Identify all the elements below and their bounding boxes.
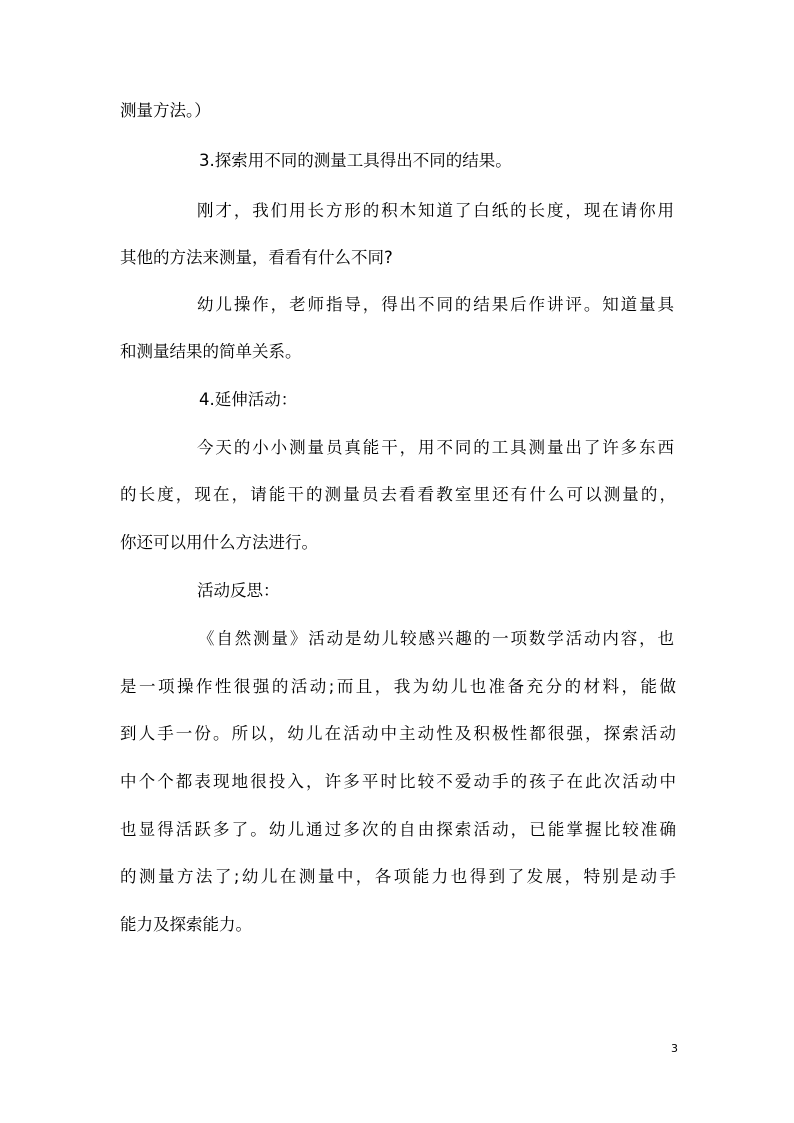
text-line: 今天的小小测量员真能干，用不同的工具测量出了许多东西	[197, 438, 674, 457]
text-line: 的长度，现在，请能干的测量员去看看教室里还有什么可以测量的，	[120, 485, 676, 504]
text-line: 你还可以用什么方法进行。	[120, 533, 318, 552]
text-line: 中个个都表现地很投入，许多平时比较不爱动手的孩子在此次活动中	[120, 772, 676, 791]
text-line: 刚才，我们用长方形的积木知道了白纸的长度，现在请你用	[197, 201, 674, 220]
text-line: 也显得活跃多了。幼儿通过多次的自由探索活动，已能掌握比较准确	[120, 820, 676, 839]
page-number: 3	[671, 1042, 678, 1055]
text-line: 其他的方法来测量，看看有什么不同?	[120, 248, 393, 267]
section-heading: 活动反思：	[197, 581, 280, 600]
text-line: 到人手一份。所以，幼儿在活动中主动性及积极性都很强，探索活动	[120, 724, 676, 743]
text-line: 是一项操作性很强的活动;而且，我为幼儿也准备充分的材料，能做	[120, 677, 676, 696]
section-heading: 3.探索用不同的测量工具得出不同的结果。	[199, 151, 512, 170]
text-line: 幼儿操作，老师指导，得出不同的结果后作讲评。知道量具	[197, 295, 674, 314]
text-line: 《自然测量》活动是幼儿较感兴趣的一项数学活动内容，也	[198, 629, 674, 648]
text-line: 测量方法。）	[120, 101, 211, 120]
text-line: 和测量结果的简单关系。	[120, 342, 302, 361]
section-heading: 4.延伸活动：	[199, 390, 298, 409]
text-line: 的测量方法了;幼儿在测量中，各项能力也得到了发展，特别是动手	[120, 867, 676, 886]
text-line: 能力及探索能力。	[120, 915, 252, 934]
